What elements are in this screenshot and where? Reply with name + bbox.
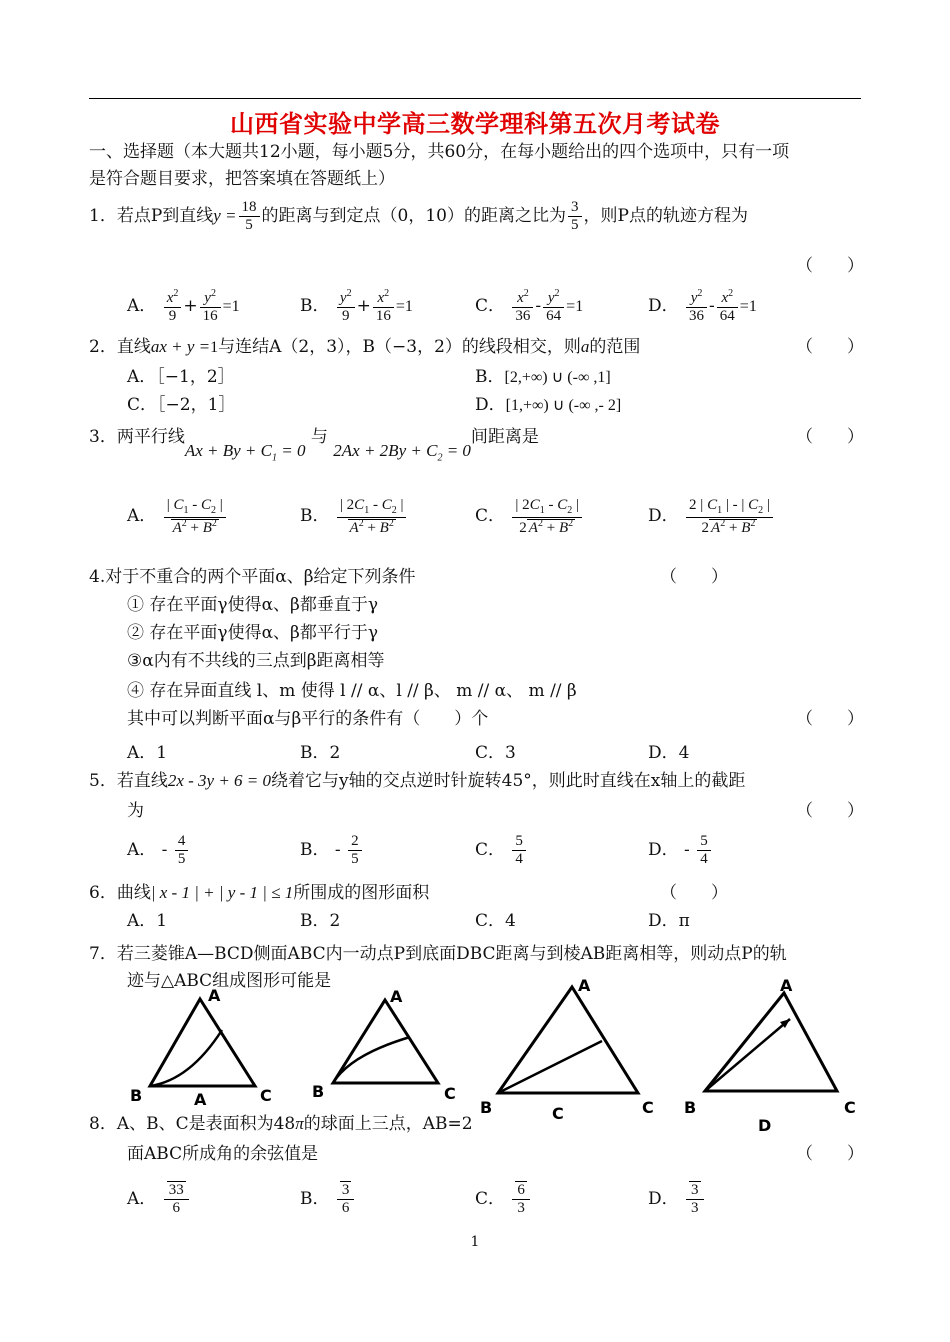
fig-c-label-b: B [480,1098,493,1117]
q7-figure-a[interactable] [130,986,272,1109]
q1-answer-paren: （ ） [796,256,864,276]
q5-option-d[interactable]: D． - $\frac{5}{4}$ [648,828,713,872]
q8-option-d[interactable]: D． $\frac{3}{3}$ [648,1176,706,1222]
fig-a-label-b: B [130,1086,143,1105]
fig-b-label-b: B [312,1082,325,1101]
q3-option-a[interactable]: A． $\frac{| C_1 - C_2 |}{A^2 + B^2}$ [127,492,228,540]
fig-b-label-a: A [390,987,403,1006]
q5-option-b[interactable]: B． - $\frac{2}{5}$ [300,828,364,872]
q2-answer-paren: （ ） [796,337,864,357]
fig-a-label-c: C [260,1086,272,1105]
q1-frac-18-5: $\frac{18}{5}$ [239,199,260,234]
q4-option-b[interactable]: B．2 [300,743,341,763]
fig-d-label-b: B [684,1098,697,1117]
q4-condition-2: ② 存在平面γ使得α、β都平行于γ [127,623,379,643]
fig-c-label-bottom: C [552,1104,564,1123]
fig-d-label-bottom: D [758,1116,772,1135]
q4-option-a[interactable]: A．1 [127,743,168,763]
q1-mid: 的距离与到定点（0，10）的距离之比为 [261,206,566,226]
q7-figures [120,975,880,1135]
q7-line1: 7．若三菱锥A—BCD侧面ABC内一动点P到底面DBC距离与到棱AB距离相等，则动点P的轨 [89,944,787,964]
q3-option-b[interactable]: B． $\frac{| 2C_1 - C_2 |}{A^2 + B^2}$ [300,492,408,540]
page-number: 1 [470,1234,480,1250]
q8-option-b[interactable]: B． $\frac{3}{6}$ [300,1176,356,1222]
q4-option-d[interactable]: D．4 [648,743,690,763]
q4-stem-paren: （ ） [660,567,728,587]
q1-stem [89,196,748,236]
q2-option-a[interactable]: A．［−1，2］ [127,367,235,387]
q6-answer-paren: （ ） [660,883,728,903]
fig-b-label-c: C [444,1084,456,1103]
q3-stem: 3．两平行线$Ax + By + C_1 = 0$ 与 $2Ax + 2By + C_2 = 0$间距离是 [89,427,539,464]
q8-option-c[interactable]: C． $\frac{6}{3}$ [475,1176,532,1222]
q2-option-c[interactable]: C．［−2，1］ [127,395,236,415]
exam-title: 山西省实验中学高三数学理科第五次月考试卷 [230,110,720,138]
header-rule [89,98,861,99]
q6-option-d[interactable]: D．π [648,911,690,931]
q2-option-b[interactable]: B．[2,+∞) ∪ (-∞ ,1] [475,367,611,387]
q1-option-b[interactable]: B． $\frac{y^2}{9}$ + $\frac{x^2}{16}$ =1 [300,288,413,324]
q5-answer-paren: （ ） [796,801,864,821]
q8-option-a[interactable]: A． $\frac{33}{6}$ [127,1176,191,1222]
q1-option-a[interactable]: A． $\frac{x^2}{9}$ + $\frac{y^2}{16}$ =1 [127,288,240,324]
q4-condition-4: ④ 存在异面直线 l、m 使得 l // α、l // β、 m // α、 m // β [127,681,577,701]
q3-option-c[interactable]: C． $\frac{| 2C_1 - C_2 |}{2 A^2 + B^2}$ [475,492,584,540]
q1-frac-3-5: $\frac{3}{5}$ [568,199,582,234]
q1-prefix: 1．若点P到直线 [89,206,214,226]
q6-option-a[interactable]: A．1 [127,911,168,931]
q4-condition-3: ③α内有不共线的三点到β距离相等 [127,651,385,671]
q5-option-c[interactable]: C． $\frac{5}{4}$ [475,828,528,872]
q3-answer-paren: （ ） [796,427,864,447]
q6-option-b[interactable]: B．2 [300,911,341,931]
fig-a-label-a: A [208,986,221,1005]
q4-answer-paren: （ ） [796,709,864,729]
q6-option-c[interactable]: C．4 [475,911,516,931]
q6-stem: 6．曲线| x - 1 | + | y - 1 | ≤ 1所围成的图形面积 [89,883,430,903]
fig-c-label-a: A [578,976,591,995]
q7-figure-b[interactable] [312,987,456,1103]
q4-conclusion: 其中可以判断平面α与β平行的条件有（ ）个 [127,709,489,729]
fig-d-label-a: A [780,976,793,995]
section-intro-line1: 一、选择题（本大题共12小题，每小题5分，共60分，在每小题给出的四个选项中，只有一项 [89,142,790,162]
q2-option-d[interactable]: D．[1,+∞) ∪ (-∞ ,- 2] [475,395,622,415]
q5-stem: 5．若直线2x - 3y + 6 = 0绕着它与y轴的交点逆时针旋转45°，则此时直线在x轴上的截距 [89,771,746,791]
q4-condition-1: ① 存在平面γ使得α、β都垂直于γ [127,595,379,615]
q7-figure-d[interactable] [684,976,856,1135]
section-intro-line2: 是符合题目要求，把答案填在答题纸上） [89,169,395,189]
q4-option-c[interactable]: C．3 [475,743,516,763]
fig-a-label-bottom: A [194,1090,207,1109]
q5-line2: 为 [127,801,144,821]
q8-line2: 面ABC所成角的余弦值是 [127,1144,319,1164]
q7-line2: 迹与△ABC组成图形可能是 [127,971,332,991]
q7-figure-c[interactable] [480,976,654,1123]
q1-option-d[interactable]: D． $\frac{y^2}{36}$ - $\frac{x^2}{64}$ =1 [648,288,757,324]
q1-option-c[interactable]: C． $\frac{x^2}{36}$ - $\frac{y^2}{64}$ =1 [475,288,584,324]
q5-option-a[interactable]: A． - $\frac{4}{5}$ [127,828,190,872]
q8-stem: 8．A、B、C是表面积为48π的球面上三点，AB=2 [89,1114,473,1134]
fig-c-label-c: C [642,1098,654,1117]
q2-stem: 2．直线ax + y =1与连结A（2，3），B（−3，2）的线段相交，则a的范围 [89,337,641,357]
q4-stem: 4.对于不重合的两个平面α、β给定下列条件 [89,567,416,587]
q8-answer-paren: （ ） [796,1144,864,1164]
q3-option-d[interactable]: D． $\frac{2 | C_1 | - | C_2 |}{2 A^2 + B^2}$ [648,492,775,540]
q1-suffix: ，则P点的轨迹方程为 [583,206,748,226]
q1-line-eq: y = [213,206,237,225]
fig-d-label-c: C [844,1098,856,1117]
